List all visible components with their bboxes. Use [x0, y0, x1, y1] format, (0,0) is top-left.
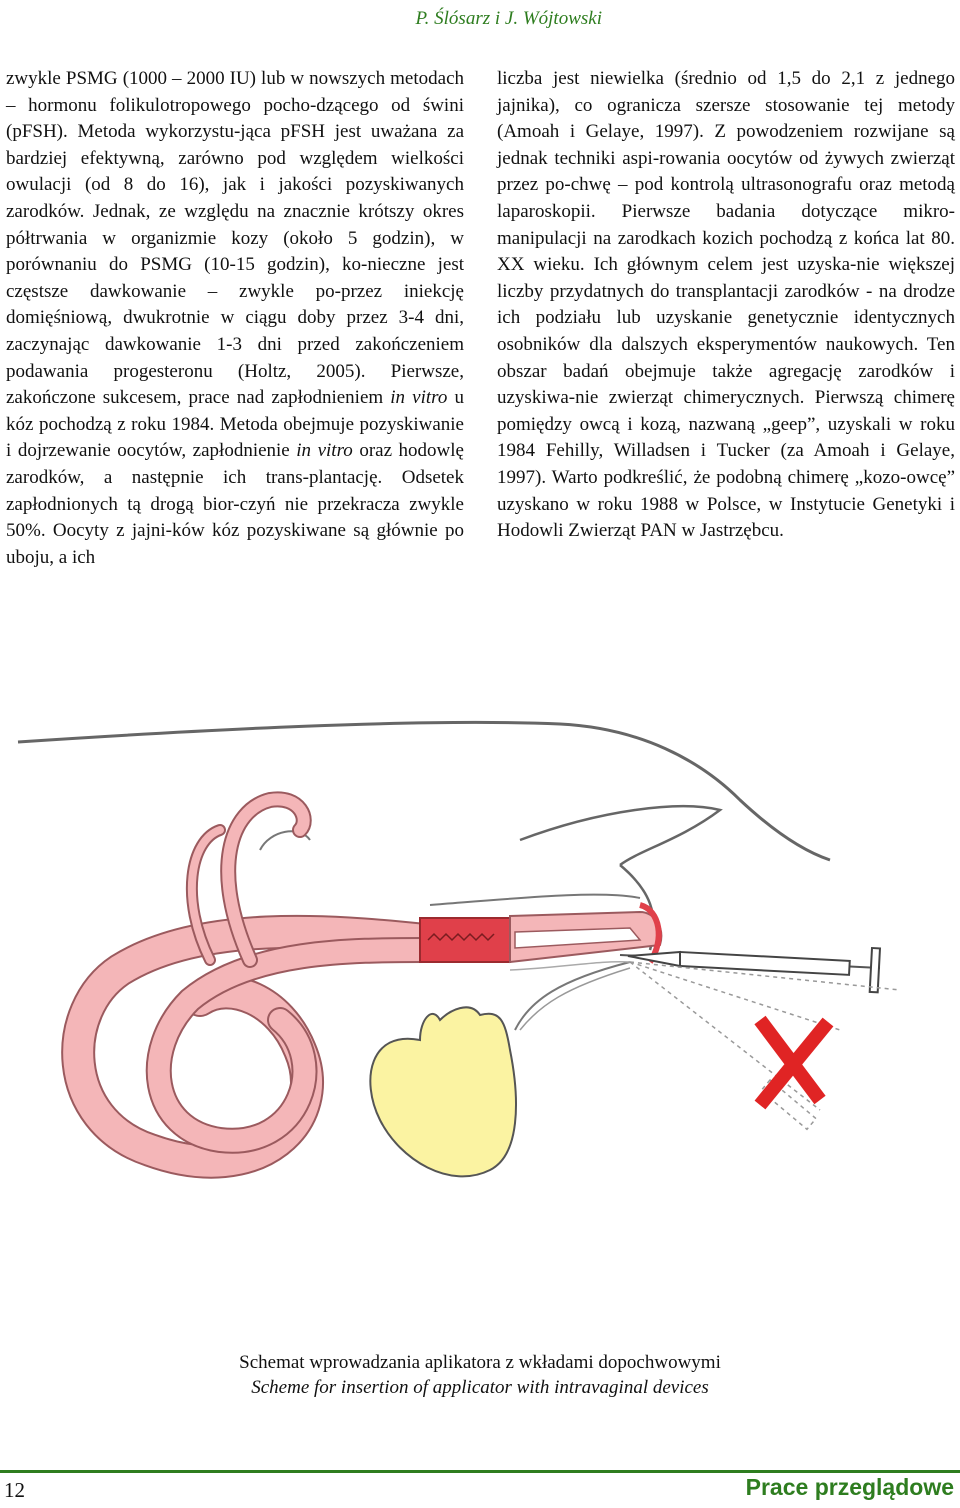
- footer-divider: [0, 1470, 960, 1473]
- body-outline: [18, 722, 830, 860]
- bladder: [370, 1007, 516, 1176]
- journal-section-label: Prace przeglądowe: [745, 1474, 954, 1500]
- urethra: [515, 962, 630, 1030]
- left-text-part-2: u kóz pochodzą z roku 1984. Metoda obejmuje pozyskiwanie i dojrzewanie oocytów, zapłodnienie: [6, 387, 464, 462]
- rectum-outline-lower: [510, 962, 630, 970]
- left-italic-1: in vitro: [390, 387, 448, 409]
- uterine-horns: [78, 799, 425, 1161]
- rectum-outline: [430, 895, 640, 905]
- urethra-inner: [520, 968, 630, 1030]
- figure-caption: [0, 1350, 960, 1400]
- red-x-mark-icon: [760, 1020, 828, 1105]
- caption-english: Scheme for insertion of applicator with intravaginal devices: [251, 1377, 709, 1398]
- left-text-part-1: zwykle PSMG (1000 – 2000 IU) lub w nowszych metodach – hormonu folikulotropowego pocho-dzącego od świni (pFSH). Metoda wykorzystu-jąca pFSH jest uważana za bardziej efektywną, zarówno pod względem wielkości owulacji (od 8 do 16), jak i jakości pozyskiwanych zarodków. Jednak, ze względu na znacznie krótszy okres półtrwania w organizmie kozy (około 5 godzin), w porównaniu do PSMG (10-15 godzin), ko-nieczne jest częstsze dawkowanie – zwykle po-przez iniekcję domięśniową, dwukrotnie w ciągu doby przez 3-4 dni, zaczynając dawkowanie 1-3 dni przed zakończeniem podawania progesteronu (Holtz, 2005). Pierwsze, zakończone sukcesem, prace nad zapłodnieniem: [6, 68, 464, 409]
- page-number: 12: [4, 1478, 25, 1502]
- running-header: P. Ślósarz i J. Wójtowski: [415, 8, 602, 29]
- left-text-column: [6, 66, 464, 571]
- right-text-column: liczba jest niewielka (średnio od 1,5 do 2,1 z jednego jajnika), co ogranicza szersze stosowanie tej metody (Amoah i Gelaye, 1997). Z powodzeniem rozwijane są jednak techniki aspi-rowania oocytów od żywych zwierząt przez po-chwę – pod kontrolą ultrasonografu oraz metodą laparoskopii. Pierwsze badania dotyczące mikro-manipulacji na zarodkach kozich pochodzą z końca lat 80. XX wieku. Ich głównym celem jest uzyska-nie większej liczby przydatnych do transplantacji zarodków - na drodze ich podziału lub uzyskanie genetycznie identycznych osobników dla dalszych eksperymentów naukowych. Ten obszar badań obejmuje także agregację zarodków i uzyskiwa-nie zwierząt chimerycznych. Pierwszą chimerę pomiędzy owcą i kozą, nazwaną „geep”, uzyskali w roku 1984 Fehilly, Willadsen i Tucker (za Amoah i Gelaye, 1997). Warto podkreślić, że podobną chimerę „kozo-owcę” uzyskano w roku 1988 w Polsce, w Instytucie Genetyki i Hodowli Zwierząt PAN w Jastrzębcu.: [497, 68, 955, 542]
- left-text-part-3: oraz hodowlę zarodków, a następnie ich trans-plantację. Odsetek zapłodnionych tą drogą bior-czyń nie przekracza zwykle 50%. Oocyty z jajni-ków kóz pozyskiwane są głównie po uboju, a ich: [6, 440, 464, 568]
- reproductive-tract-illustration: [0, 700, 960, 1340]
- applicator-syringe-icon: [620, 948, 880, 992]
- caption-polish: Schemat wprowadzania aplikatora z wkładami dopochwowymi: [239, 1352, 721, 1373]
- tail-outline: [520, 806, 720, 865]
- left-italic-2: in vitro: [296, 440, 353, 462]
